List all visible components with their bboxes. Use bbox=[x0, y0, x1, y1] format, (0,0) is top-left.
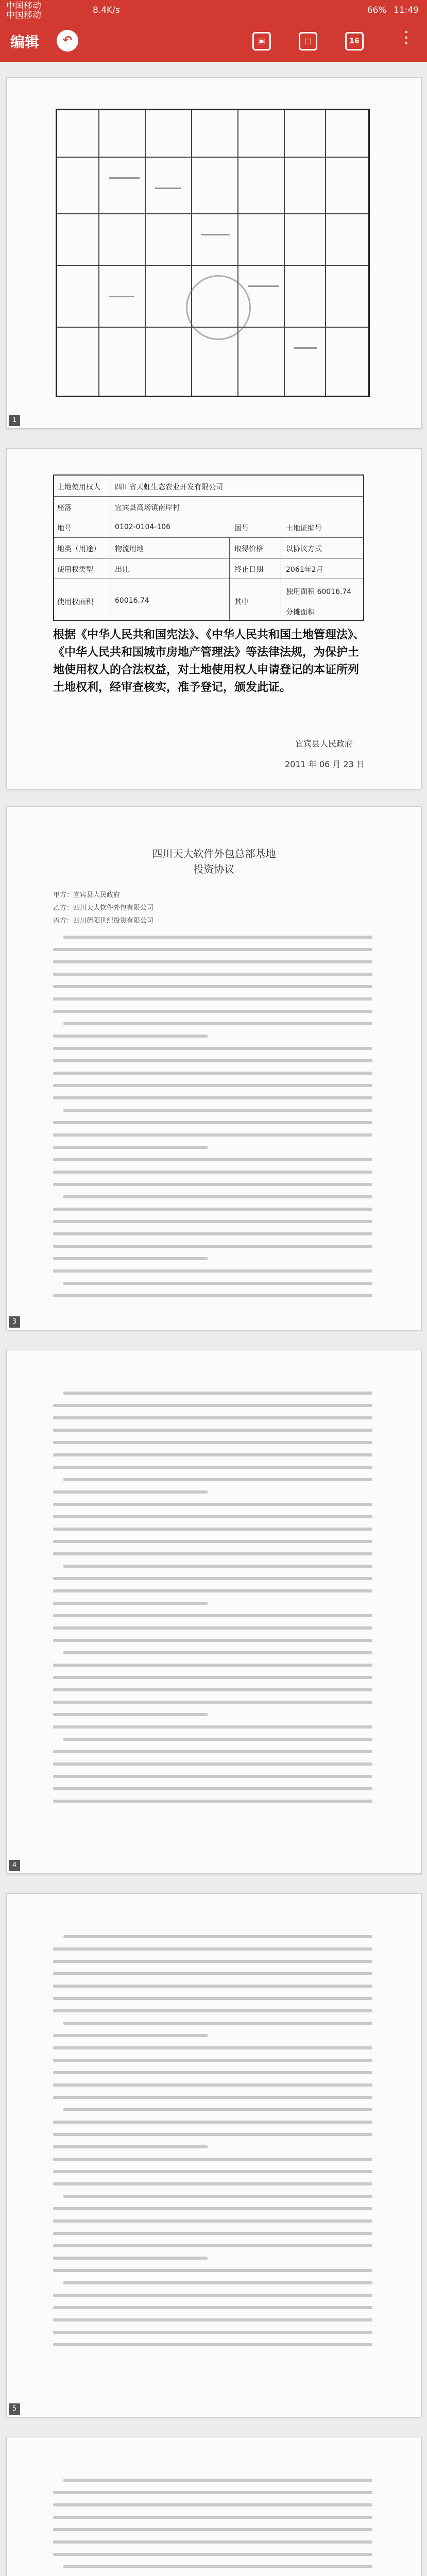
scanned-text-line bbox=[63, 2479, 372, 2482]
scanned-text-line bbox=[63, 936, 372, 939]
scanned-text-line bbox=[53, 2306, 372, 2309]
scanned-text-line bbox=[53, 1121, 372, 1124]
scanned-text-line bbox=[53, 2182, 372, 2185]
scanned-text-line bbox=[53, 1096, 372, 1099]
scanned-text-line bbox=[53, 1713, 208, 1716]
scanned-text-line bbox=[53, 2244, 372, 2247]
form-value-end-date: 2061年2月 bbox=[286, 566, 323, 574]
scanned-text-line bbox=[53, 1762, 372, 1766]
form-label-owner: 土地使用权人 bbox=[57, 483, 100, 492]
scanned-text-line bbox=[53, 1183, 372, 1186]
scanned-text-line bbox=[53, 2145, 208, 2148]
scanned-text-line bbox=[53, 1577, 372, 1580]
scanned-text-line bbox=[53, 2009, 372, 2012]
scanned-text-line bbox=[53, 997, 372, 1001]
page-number-badge: 4 bbox=[9, 1860, 20, 1871]
scanned-text-line bbox=[53, 1947, 372, 1951]
scanned-text-line bbox=[53, 1072, 372, 1075]
scanned-text-line bbox=[53, 2553, 372, 2556]
form-label-of-which: 其中 bbox=[234, 598, 249, 606]
scanned-text-line bbox=[53, 1528, 372, 1531]
scanned-text-line bbox=[53, 948, 372, 951]
scanned-text-line bbox=[53, 2343, 372, 2346]
document-page-5[interactable] bbox=[6, 1893, 422, 2417]
scanned-text-line bbox=[53, 2269, 372, 2272]
carrier-2: 中国移动 bbox=[6, 10, 41, 21]
full-screen-icon[interactable]: ▣ bbox=[252, 32, 271, 50]
scanned-text-line bbox=[63, 1935, 372, 1938]
scanned-text-line bbox=[63, 1195, 372, 1198]
page-view-icon[interactable]: ▤ bbox=[299, 32, 317, 50]
scanned-text-line bbox=[53, 1245, 372, 1248]
form-value-location: 宜宾县高场镇南岸村 bbox=[115, 504, 180, 512]
form-value-map: 土地证编号 bbox=[286, 524, 322, 533]
scanned-text-line bbox=[53, 1429, 372, 1432]
scanned-text-line bbox=[53, 1133, 372, 1137]
scanned-text-line bbox=[63, 1109, 372, 1112]
scanned-text-line bbox=[53, 1552, 372, 1555]
document-page-4[interactable] bbox=[6, 1350, 422, 1874]
scanned-text-line bbox=[53, 1602, 208, 1605]
scanned-text-line bbox=[53, 2294, 372, 2297]
more-icon[interactable]: ⋮ bbox=[398, 27, 415, 47]
page-number-badge: 1 bbox=[9, 415, 20, 426]
scanned-text-line bbox=[53, 1972, 372, 1975]
page-count-icon[interactable]: 16 bbox=[345, 32, 364, 50]
form-value-exclusive-area: 独用面积 60016.74 bbox=[286, 588, 352, 596]
scanned-text-line bbox=[53, 1997, 372, 2000]
status-bar bbox=[0, 0, 427, 22]
form-value-lot: 0102-0104-106 bbox=[115, 523, 171, 531]
party-a: 甲方：宜宾县人民政府 bbox=[53, 891, 121, 899]
scanned-text-line bbox=[53, 2034, 208, 2037]
scanned-text-line bbox=[63, 1565, 372, 1568]
scanned-text-line bbox=[63, 1738, 372, 1741]
scanned-text-line bbox=[53, 2540, 372, 2544]
form-label-right-type: 使用权类型 bbox=[57, 566, 93, 574]
scanned-text-line bbox=[63, 2195, 372, 2198]
scanned-text-line bbox=[53, 1047, 372, 1050]
scanned-text-line bbox=[53, 1664, 372, 1667]
back-icon[interactable]: ↶ bbox=[57, 30, 78, 52]
scanned-text-line bbox=[53, 2503, 372, 2506]
scanned-text-line bbox=[53, 1676, 372, 1679]
scanned-text-line bbox=[53, 1589, 372, 1592]
carrier-info bbox=[6, 2, 41, 20]
scanned-text-line bbox=[53, 1614, 372, 1617]
document-page-1[interactable] bbox=[6, 77, 422, 429]
land-certificate-form bbox=[53, 474, 364, 621]
document-page-3[interactable] bbox=[6, 806, 422, 1330]
issue-date: 2011 年 06 月 23 日 bbox=[285, 759, 365, 769]
official-stamp bbox=[186, 275, 251, 340]
document-page-2[interactable] bbox=[6, 448, 422, 789]
scanned-text-line bbox=[53, 2331, 372, 2334]
scanned-text-line bbox=[53, 1404, 372, 1407]
scanned-text-line bbox=[53, 1503, 372, 1506]
scanned-text-line bbox=[53, 1269, 372, 1273]
scanned-text-line bbox=[53, 1453, 372, 1456]
scanned-text-line bbox=[53, 1701, 372, 1704]
scanned-text-line bbox=[53, 2083, 372, 2087]
scanned-text-line bbox=[53, 1750, 372, 1753]
scanned-text-line bbox=[63, 1022, 372, 1025]
scanned-text-line bbox=[53, 2257, 208, 2260]
issuer-name: 宜宾县人民政府 bbox=[295, 739, 353, 749]
scanned-text-line bbox=[53, 2207, 372, 2210]
scanned-text-line bbox=[53, 1158, 372, 1161]
scanned-text-line bbox=[53, 1035, 208, 1038]
agreement-title-line1: 四川天大软件外包总部基地 bbox=[152, 848, 276, 860]
scanned-text-line bbox=[53, 1787, 372, 1790]
scanned-text-line bbox=[53, 2059, 372, 2062]
scanned-text-line bbox=[63, 2022, 372, 2025]
document-page-6[interactable] bbox=[6, 2437, 422, 2576]
form-value-use: 物流用地 bbox=[115, 545, 144, 553]
scanned-text-line bbox=[53, 1985, 372, 1988]
scanned-text-line bbox=[63, 2281, 372, 2284]
scanned-text-line bbox=[53, 960, 372, 963]
scanned-text-line bbox=[53, 2170, 372, 2173]
scanned-text-line bbox=[53, 2133, 372, 2136]
scanned-text-line bbox=[63, 2108, 372, 2111]
scanned-text-line bbox=[53, 1639, 372, 1642]
form-label-lot: 地号 bbox=[57, 524, 72, 533]
scanned-text-line bbox=[53, 2491, 372, 2494]
scanned-text-line bbox=[53, 1775, 372, 1778]
scanned-text-line bbox=[63, 2565, 372, 2568]
scanned-text-line bbox=[53, 973, 372, 976]
scanned-text-line bbox=[63, 1478, 372, 1481]
scanned-text-line bbox=[53, 1232, 372, 1235]
scanned-text-line bbox=[53, 1294, 372, 1297]
scanned-text-line bbox=[53, 1441, 372, 1444]
form-value-right-type: 出让 bbox=[115, 566, 129, 574]
form-value-area: 60016.74 bbox=[115, 597, 149, 605]
scanned-text-line bbox=[53, 2516, 372, 2519]
clock: 11:49 bbox=[394, 5, 419, 15]
form-label-area: 使用权面积 bbox=[57, 598, 93, 606]
scanned-text-line bbox=[53, 1466, 372, 1469]
form-label-shared-area: 分摊面积 bbox=[286, 608, 315, 617]
scanned-text-line bbox=[53, 1084, 372, 1087]
scanned-text-line bbox=[63, 1282, 372, 1285]
scanned-text-line bbox=[53, 985, 372, 988]
scanned-text-line bbox=[53, 1626, 372, 1630]
certificate-statement: 根据《中华人民共和国宪法》、《中华人民共和国土地管理法》、《中华人民共和国城市房地产管理法》等法律法规，为保护土地使用权人的合法权益，对土地使用权人申请登记的本证所列土地权利，经审查核实，准予登记，颁发此证。 bbox=[53, 629, 365, 694]
toolbar bbox=[0, 22, 427, 62]
app-header-bar bbox=[0, 0, 427, 62]
scanned-text-line bbox=[53, 1416, 372, 1419]
agreement-title-line2: 投资协议 bbox=[193, 863, 235, 875]
scanned-text-line bbox=[53, 2158, 372, 2161]
form-label-use: 地类（用途） bbox=[57, 545, 100, 553]
scanned-text-line bbox=[53, 1208, 372, 1211]
edit-button[interactable]: 编辑 bbox=[10, 33, 40, 50]
scanned-text-line bbox=[53, 1171, 372, 1174]
scanned-text-line bbox=[53, 1540, 372, 1543]
network-speed: 8.4K/s bbox=[93, 5, 120, 15]
scanned-text-line bbox=[53, 1059, 372, 1062]
form-label-end-date: 终止日期 bbox=[234, 566, 263, 574]
scanned-text-line bbox=[53, 1220, 372, 1223]
scanned-text-line bbox=[53, 2071, 372, 2074]
scanned-text-line bbox=[53, 1688, 372, 1691]
battery-level: 66% bbox=[367, 5, 387, 15]
scanned-text-line bbox=[53, 2528, 372, 2531]
scanned-text-line bbox=[63, 1392, 372, 1395]
form-label-price: 取得价格 bbox=[234, 545, 263, 553]
scanned-text-line bbox=[53, 1725, 372, 1728]
scanned-text-line bbox=[63, 1651, 372, 1654]
form-label-location: 座落 bbox=[57, 504, 72, 512]
party-b: 乙方：四川天大软件外包有限公司 bbox=[53, 904, 154, 912]
party-c: 丙方：四川德阳世纪投资有限公司 bbox=[53, 917, 154, 925]
scanned-text-line bbox=[53, 1960, 372, 1963]
scanned-text-line bbox=[53, 2318, 372, 2321]
scanned-text-line bbox=[53, 1515, 372, 1518]
carrier-1: 中国移动 bbox=[6, 1, 41, 11]
page-number-badge: 5 bbox=[9, 2403, 20, 2415]
page-number-badge: 3 bbox=[9, 1316, 20, 1328]
form-value-price: 以协议方式 bbox=[286, 545, 322, 553]
scanned-text-line bbox=[53, 1800, 372, 1803]
scanned-text-line bbox=[53, 1257, 208, 1260]
scanned-text-line bbox=[53, 1010, 372, 1013]
scanned-text-line bbox=[53, 2121, 372, 2124]
scanned-text-line bbox=[53, 2232, 372, 2235]
scanned-text-line bbox=[53, 1146, 208, 1149]
scanned-text-line bbox=[53, 2096, 372, 2099]
scanned-text-line bbox=[53, 1490, 208, 1494]
scanned-text-line bbox=[53, 2219, 372, 2223]
form-label-map: 图号 bbox=[234, 524, 249, 533]
scanned-text-line bbox=[53, 2046, 372, 2049]
form-value-owner: 四川省天虹生态农业开发有限公司 bbox=[115, 483, 223, 492]
status-right bbox=[367, 5, 419, 15]
certificate-table bbox=[56, 109, 370, 397]
